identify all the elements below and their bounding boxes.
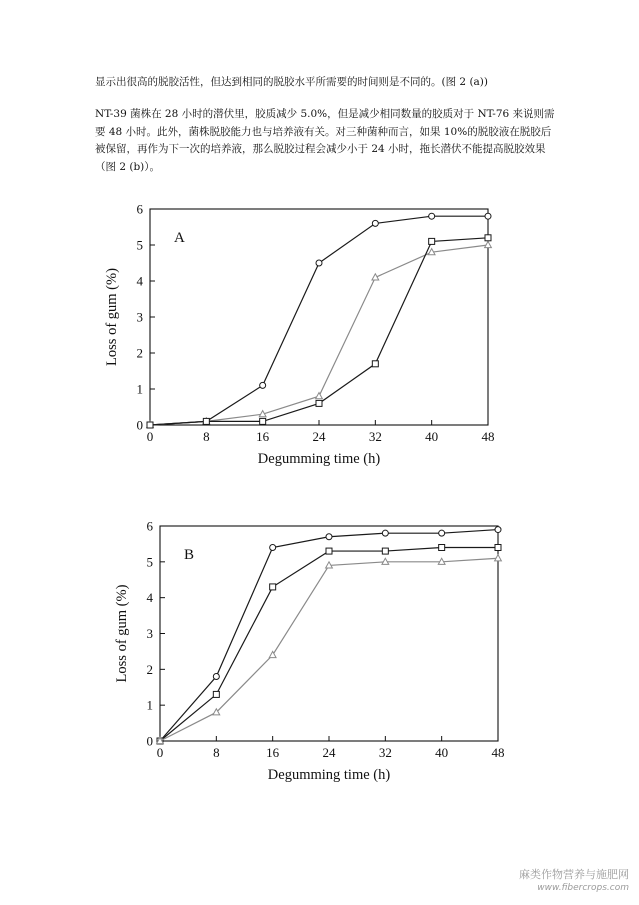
x-axis-label: Degumming time (h) [267, 767, 391, 783]
data-point-triangle [495, 555, 502, 561]
x-tick-label: 24 [322, 745, 336, 760]
paragraph-1: 显示出很高的脱胶活性，但达到相同的脱胶水平所需要的时间则是不同的。(图 2 (a)) [95, 76, 488, 88]
y-tick-label: 2 [136, 345, 143, 361]
data-point-square [213, 691, 219, 697]
data-point-square [495, 545, 501, 551]
x-axis-label: Degumming time (h) [257, 451, 381, 467]
x-tick-label: 48 [481, 429, 495, 444]
x-tick-label: 0 [146, 429, 154, 444]
y-tick-label: 1 [146, 697, 153, 713]
data-point-square [439, 545, 445, 551]
data-point-square [429, 238, 435, 244]
x-tick-label: 24 [312, 429, 326, 444]
y-tick-label: 2 [146, 661, 153, 677]
chart-a [0, 190, 639, 490]
chart-b [0, 510, 639, 810]
x-tick-label: 8 [203, 429, 210, 444]
y-tick-label: 3 [146, 626, 153, 641]
y-tick-label: 0 [136, 417, 143, 433]
y-tick-label: 0 [146, 733, 153, 749]
panel-label: B [184, 547, 195, 563]
data-point-square [147, 422, 153, 428]
data-point-square [485, 235, 491, 241]
y-tick-label: 4 [136, 273, 143, 289]
data-point-square [203, 418, 209, 424]
watermark-line-1: 麻类作物营养与施肥网 [519, 868, 629, 881]
y-tick-label: 1 [136, 381, 143, 397]
data-point-circle [213, 674, 219, 680]
x-tick-label: 40 [435, 745, 449, 760]
watermark-line-2: www.fibercrops.com [537, 883, 629, 893]
x-tick-label: 16 [266, 745, 280, 760]
x-tick-label: 40 [425, 429, 439, 444]
data-point-square [382, 548, 388, 554]
x-tick-label: 16 [256, 429, 270, 444]
watermark [519, 868, 629, 894]
data-point-square [316, 400, 322, 406]
data-point-square [326, 548, 332, 554]
data-point-circle [316, 260, 322, 266]
x-tick-label: 32 [378, 745, 392, 760]
y-axis-label: Loss of gum (%) [104, 268, 120, 366]
data-point-circle [260, 382, 266, 388]
y-tick-label: 5 [136, 237, 143, 253]
series-line-square [160, 548, 498, 742]
paragraph-2: NT-39 菌株在 28 小时的潜伏里，胶质减少 5.0%，但是减少相同数量的胶质对于 NT-76 来说则需要 48 小时。此外，菌株脱胶能力也与培养液有关。对三种菌种而言，如果 10%的脱胶液在脱胶后被保留，再作为下一次的培养液，那么脱胶过程会减少小于 24 小时，拖长潜伏不能提高脱胶效果（图 2 (b)）。 [95, 108, 555, 173]
data-point-square [372, 361, 378, 367]
x-tick-label: 48 [491, 745, 505, 760]
x-tick-label: 0 [156, 745, 164, 760]
data-point-circle [270, 545, 276, 551]
data-point-circle [372, 220, 378, 226]
plot-frame [160, 526, 498, 741]
data-point-circle [326, 534, 332, 540]
data-point-triangle [485, 241, 492, 247]
y-tick-label: 6 [146, 518, 153, 534]
data-point-circle [439, 530, 445, 536]
data-point-circle [429, 213, 435, 219]
data-point-square [270, 584, 276, 590]
x-tick-label: 32 [368, 429, 382, 444]
data-point-circle [495, 527, 501, 533]
y-tick-label: 6 [136, 201, 143, 217]
data-point-triangle [316, 393, 323, 399]
data-point-circle [485, 213, 491, 219]
y-tick-label: 4 [146, 590, 153, 606]
panel-label: A [174, 230, 185, 246]
series-line-triangle [160, 558, 498, 741]
data-point-circle [382, 530, 388, 536]
y-tick-label: 3 [136, 309, 143, 325]
data-point-square [260, 418, 266, 424]
y-tick-label: 5 [146, 554, 153, 570]
x-tick-label: 8 [213, 745, 220, 760]
y-axis-label: Loss of gum (%) [114, 584, 130, 683]
